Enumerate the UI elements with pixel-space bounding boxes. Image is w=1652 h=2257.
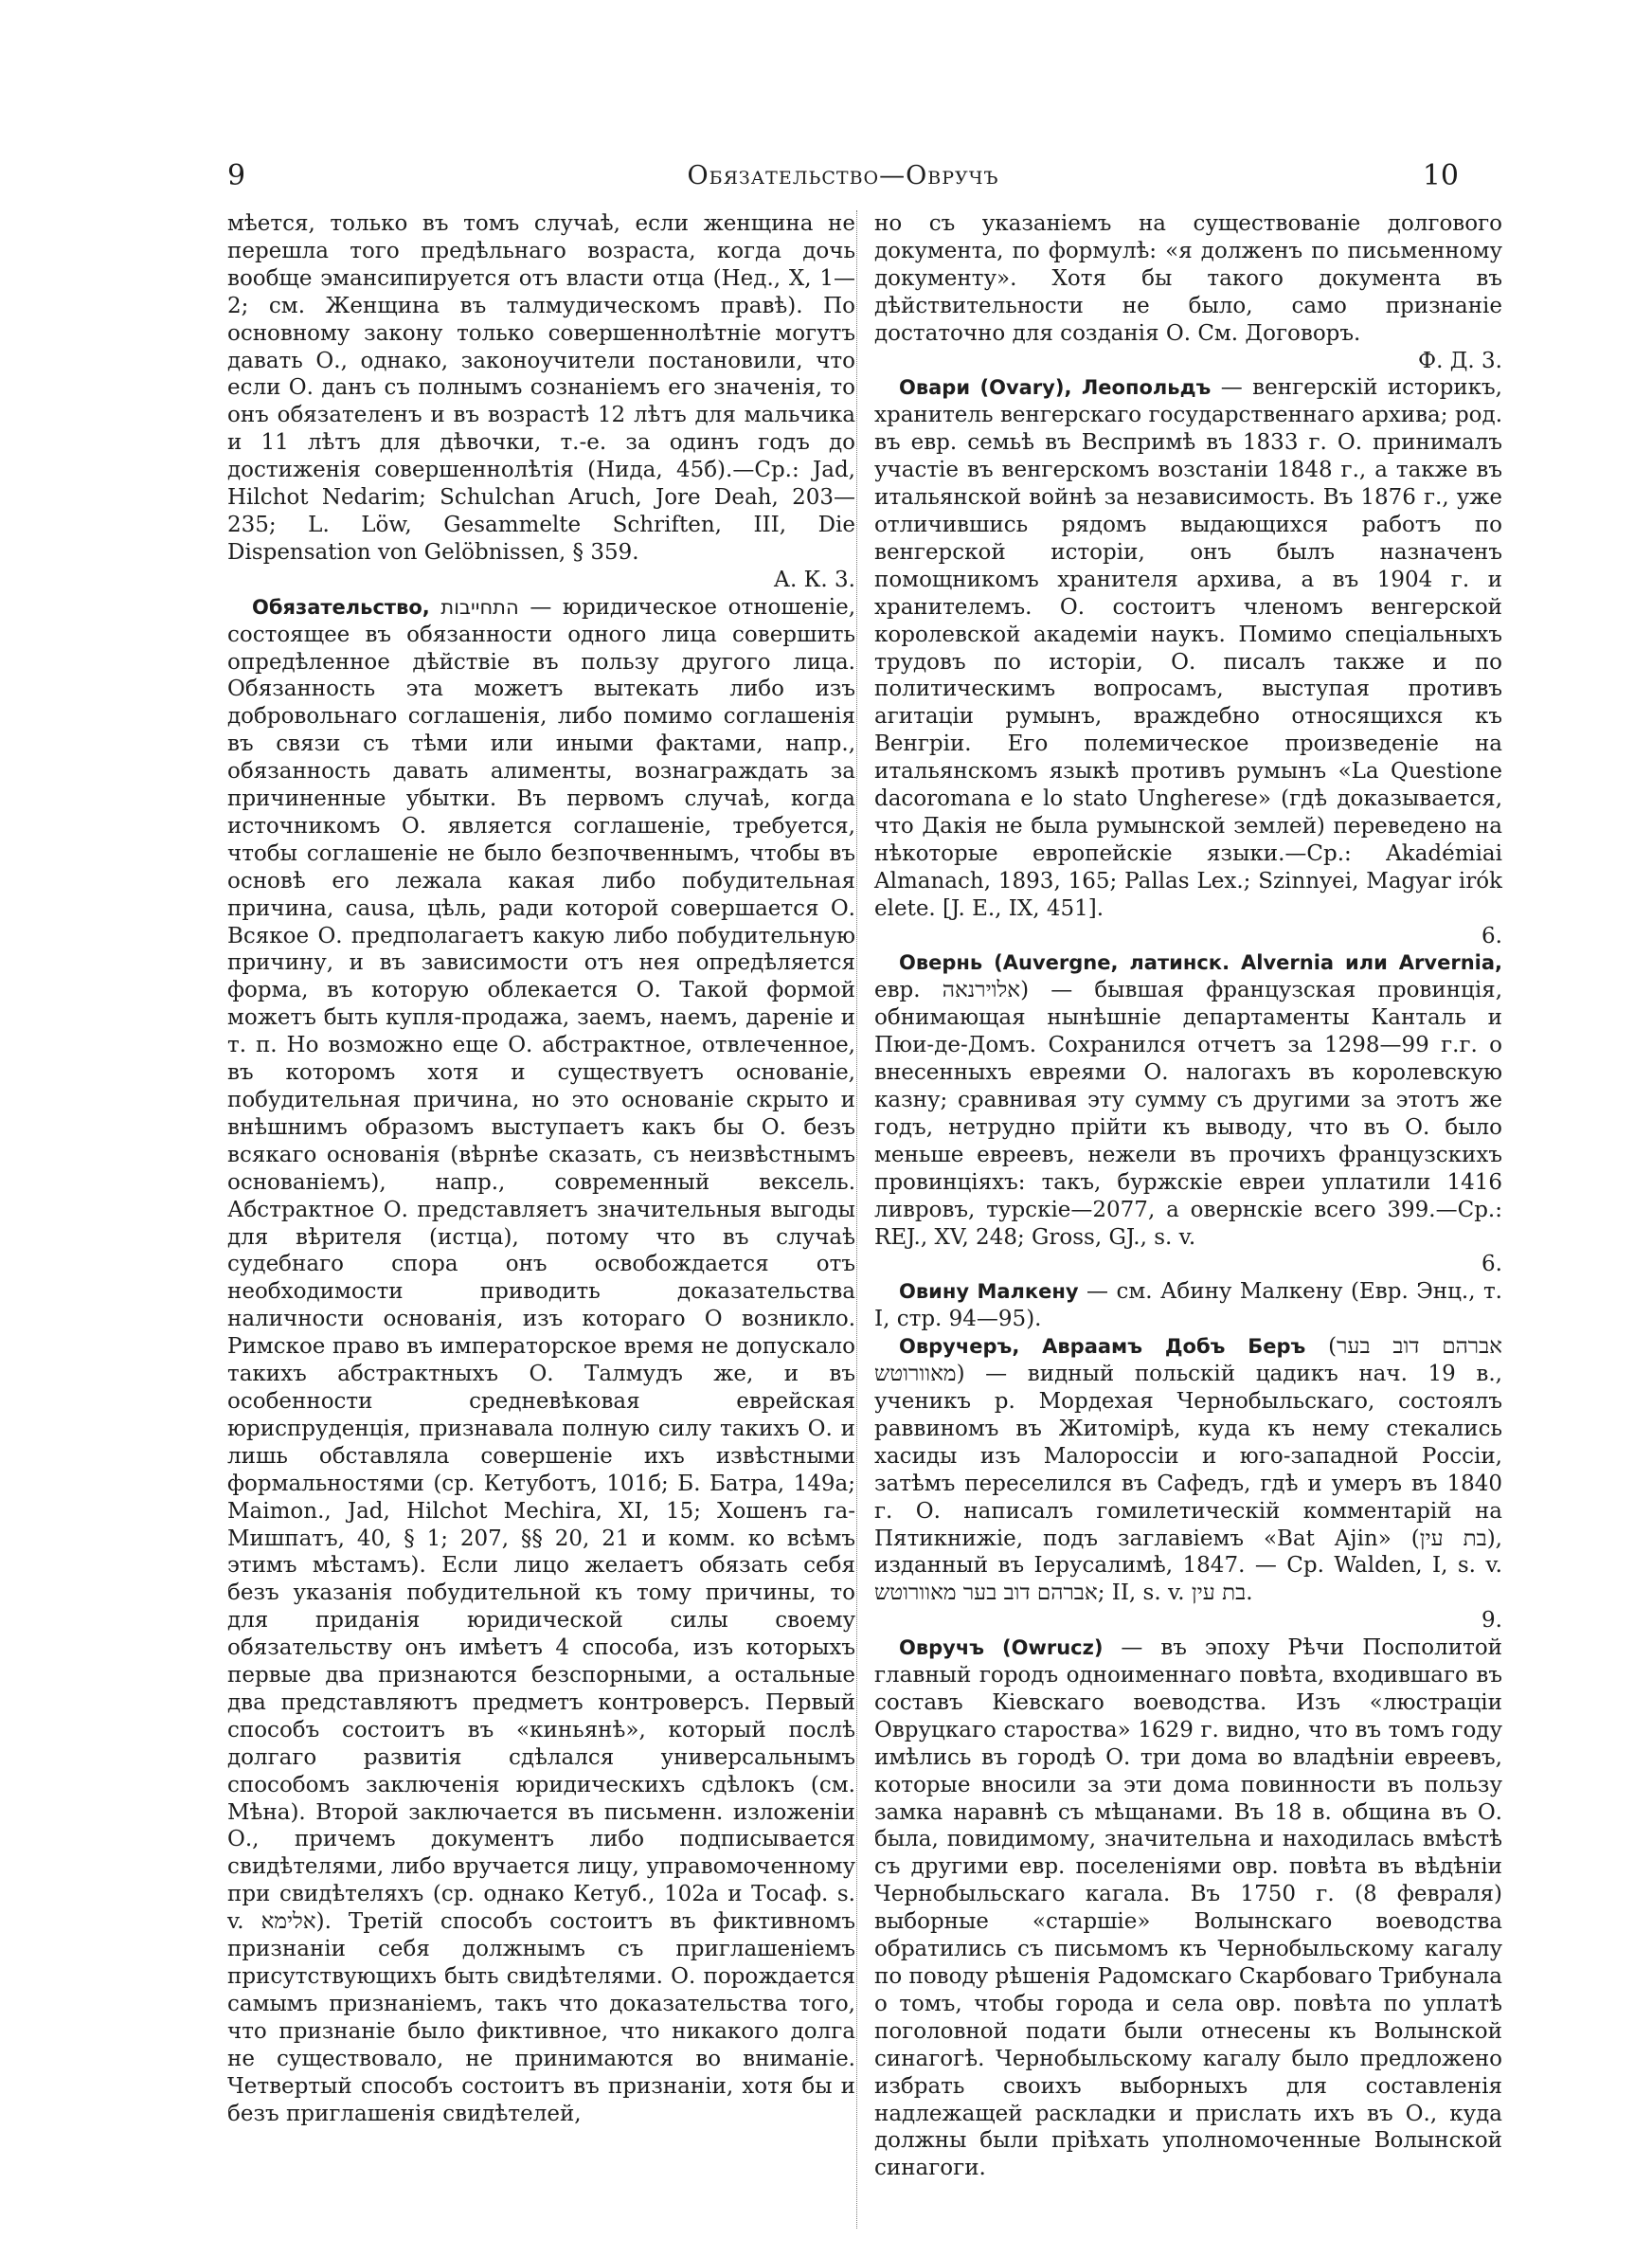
- right-column: [874, 210, 1502, 2182]
- article-ovrucher: [874, 1333, 1502, 1607]
- page-number-left: 9: [227, 159, 246, 192]
- article-ovruch: [874, 1634, 1502, 2182]
- left-column: [227, 210, 855, 2127]
- article-body: — см. Абину Малкену (Евр. Энц., т. I, стр. 94—95).: [874, 1279, 1502, 1332]
- article-body: евр. אלוירנאה) — бывшая французская провинція, обнимающая нынѣшніе департаменты Канталь и Пюи-де-Домъ. Сохранился отчетъ за 1298—99 г.г. о внесенныхъ евреями О. налогахъ въ королевскую казну; сравнивая эту сумму съ другими за этотъ же годъ, нетрудно прійти къ выводу, что въ О. было меньше евреевъ, нежели въ прочихъ французскихъ провинціяхъ: такъ, буржскіе евреи уплатили 1416 ливровъ, турскіе—2077, а овернскіе всего 399.—Ср.: REJ., XV, 248; Gross, GJ., s. v.: [874, 978, 1503, 1250]
- page-number-right: 10: [1422, 159, 1459, 192]
- hebrew-term: התחייבות: [440, 595, 519, 619]
- article-headword: Овари (Ovary), Леопольдъ: [899, 376, 1212, 400]
- article-signature: А. К. 3.: [773, 567, 855, 592]
- article-headword: Овернь (Auvergne, латинск. Alvernia или Arvernia,: [899, 951, 1502, 975]
- article-signature: Ф. Д. 3.: [1418, 348, 1502, 373]
- article-signature: 9.: [1481, 1608, 1502, 1634]
- article-headword: Овручеръ, Авраамъ Добъ Беръ: [899, 1335, 1306, 1359]
- running-title: Обязательство—Овручъ: [687, 161, 999, 190]
- column-divider: [856, 210, 857, 2229]
- article-signature: 6.: [1481, 1252, 1502, 1277]
- article-body: — въ эпоху Рѣчи Посполитой главный городъ одноименнаго повѣта, входившаго въ составъ Кіевскаго воеводства. Изъ «люстраціи Овруцкаго староства» 1629 г. видно, что въ томъ году имѣлись въ городѣ О. три дома во владѣніи евреевъ, которые вносили за эти дома повинности въ пользу замка наравнѣ съ мѣщанами. Въ 18 в. община въ О. была, повидимому, значительна и находилась вмѣстѣ съ другими евр. поселеніями овр. повѣта въ вѣдѣніи Чернобыльскаго кагала. Въ 1750 г. (8 февраля) выборные «старшіе» Волынскаго воеводства обратились съ письмомъ къ Чернобыльскому кагалу по поводу рѣшенія Радомскаго Скарбоваго Трибунала о томъ, чтобы города и села овр. повѣта по уплатѣ поголовной подати были отнесены къ Волынской синагогѣ. Чернобыльскому кагалу было предложено избрать своихъ выборныхъ для составленія надлежащей раскладки и прислать ихъ въ О., куда должны были пріѣхать уполномоченные Волынской синагоги.: [874, 1635, 1502, 2181]
- running-header: [227, 159, 1459, 197]
- article-overn: [874, 949, 1502, 1251]
- article-obyazatelstvo: [227, 594, 855, 2128]
- article-body: — юридическое отношеніе, состоящее въ обязанности одного лица совершить опредѣленное дѣйствіе въ пользу другого лица. Обязанность эта можетъ вытекать либо изъ добровольнаго соглашенія, либо помимо соглашенія въ связи съ тѣми или иными фактами, напр., обязанность давать алименты, вознаграждать за причиненные убытки. Въ первомъ случаѣ, когда источникомъ О. является соглашеніе, требуется, чтобы соглашеніе не было безпочвеннымъ, чтобы въ основѣ его лежала какая либо побудительная причина, causa, цѣль, ради которой совершается О. Всякое О. предполагаетъ какую либо побудительную причину, и въ зависимости отъ нея опредѣляется форма, въ которую облекается О. Такой формой можетъ быть купля-продажа, заемъ, наемъ, дареніе и т. п. Но возможно еще О. абстрактное, отвлеченное, въ которомъ хотя и существуетъ основаніе, побудительная причина, но это основаніе скрыто и внѣшнимъ образомъ выступаетъ какъ бы О. безъ всякаго основанія (вѣрнѣе сказать, съ неизвѣстнымъ основаніемъ), напр., современный вексель. Абстрактное О. представляетъ значительныя выгоды для вѣрителя (истца), потому что въ случаѣ судебнаго спора онъ освобождается отъ необходимости приводить доказательства наличности основанія, изъ котораго О возникло. Римское право въ императорское время не допускало такихъ абстрактныхъ О. Талмудъ же, и въ особенности средневѣковая еврейская юриспруденція, признавала полную силу такихъ О. и лишь обставляла совершеніе ихъ извѣстными формальностями (ср. Кетуботъ, 101б; Б. Батра, 149а; Maimon., Jad, Hilchot Mechira, XI, 15; Хошенъ га-Мишпатъ, 40, § 1; 207, §§ 20, 21 и комм. ко всѣмъ этимъ мѣстамъ). Если лицо желаетъ обязать себя безъ указанія побудительной къ тому причины, то для приданія юридической силы своему обязательству онъ имѣетъ 4 способа, изъ которыхъ первые два признаются безспорными, а остальные два представляютъ предметъ контроверсъ. Первый способъ состоитъ въ «киньянѣ», который послѣ долгаго развитія сдѣлался универсальнымъ способомъ заключенія юридическихъ сдѣлокъ (см. Мѣна). Второй заключается въ письменн. изложеніи О., причемъ документъ либо подписывается свидѣтелями, либо вручается лицу, управомоченному при свидѣтеляхъ (ср. однако Кетуб., 102а и Тосаф. s. v. אלימא). Третій способъ состоитъ въ фиктивномъ признаніи себя должнымъ съ приглашеніемъ присутствующихъ быть свидѣтелями. О. порождается самымъ признаніемъ, такъ что доказательства того, что признаніе было фиктивное, что никакого долга не существовало, не принимаются во вниманіе. Четвертый способъ состоитъ въ признаніи, хотя бы и безъ приглашенія свидѣтелей,: [227, 594, 856, 2126]
- article-body: (אברהם דוב בער מאוורוטש) — видный польскій цадикъ нач. 19 в., ученикъ р. Мордехая Чернобыльскаго, состоялъ раввиномъ въ Житомірѣ, куда къ нему стекались хасиды изъ Малороссіи и юго-западной Россіи, затѣмъ переселился въ Сафедъ, гдѣ и умеръ въ 1840 г. О. написалъ гомилетическій комментарій на Пятикнижіе, подъ заглавіемъ «Bat Ajin» (בת עין), изданный въ Іерусалимѣ, 1847. — Cp. Walden, I, s. v. אברהם דוב בער מאוורוטש; II, s. v. בת עין.: [874, 1334, 1502, 1606]
- continued-article-text: но съ указаніемъ на существованіе долгового документа, по формулѣ: «я долженъ по письменному документу». Хотя бы такого документа въ дѣйствительности не было, само признаніе достаточно для созданія О. См. Договоръ.: [874, 211, 1502, 346]
- article-ovinu-malkenu: [874, 1278, 1502, 1333]
- article-headword: Обязательство,: [252, 595, 430, 619]
- article-body: — венгерскій историкъ, хранитель венгерскаго государственнаго архива; род. въ евр. семьѣ въ Веспримѣ въ 1833 г. О. принималъ участіе въ венгерскомъ возстаніи 1848 г., а также въ итальянской войнѣ за независимость. Въ 1876 г., уже отличившись рядомъ выдающихся работъ по венгерской исторіи, онъ былъ назначенъ помощникомъ хранителя архива, а въ 1904 г. и хранителемъ. О. состоитъ членомъ венгерской королевской академіи наукъ. Помимо спеціальныхъ трудовъ по исторіи, О. писалъ также и по политическимъ вопросамъ, выступая противъ агитаціи румынъ, враждебно относящихся къ Венгріи. Его полемическое произведеніе на итальянскомъ языкѣ противъ румынъ «La Questione dacoromana e lo stato Ungherese» (гдѣ доказывается, что Дакія не была румынской землей) переведено на нѣкоторые европейскіе языки.—Ср.: Akadémiai Almanach, 1893, 165; Pallas Lex.; Szinnyei, Magyar irók elete. [J. E., IX, 451].: [874, 375, 1502, 921]
- continued-article-text: мѣется, только въ томъ случаѣ, если женщина не перешла того предѣльнаго возраста, когда дочь вообще эмансипируется отъ власти отца (Нед., X, 1—2; см. Женщина въ талмудическомъ правѣ). По основному закону только совершеннолѣтніе могутъ давать О., однако, законоучители постановили, что если О. данъ съ полнымъ сознаніемъ его значенія, то онъ обязателенъ и въ возрастѣ 12 лѣтъ для мальчика и 11 лѣтъ для дѣвочки, т.-е. за одинъ годъ до достиженія совершеннолѣтія (Нида, 45б).—Ср.: Jad, Hilchot Nedarim; Schulchan Aruch, Jore Deah, 203—235; L. Löw, Gesammelte Schriften, III, Die Dispensation von Gelöbnissen, § 359.: [227, 211, 855, 565]
- article-headword: Овину Малкену: [899, 1280, 1079, 1304]
- article-signature: 6.: [1481, 923, 1502, 948]
- article-ovari: [874, 374, 1502, 922]
- article-headword: Овручъ (Owrucz): [899, 1636, 1104, 1660]
